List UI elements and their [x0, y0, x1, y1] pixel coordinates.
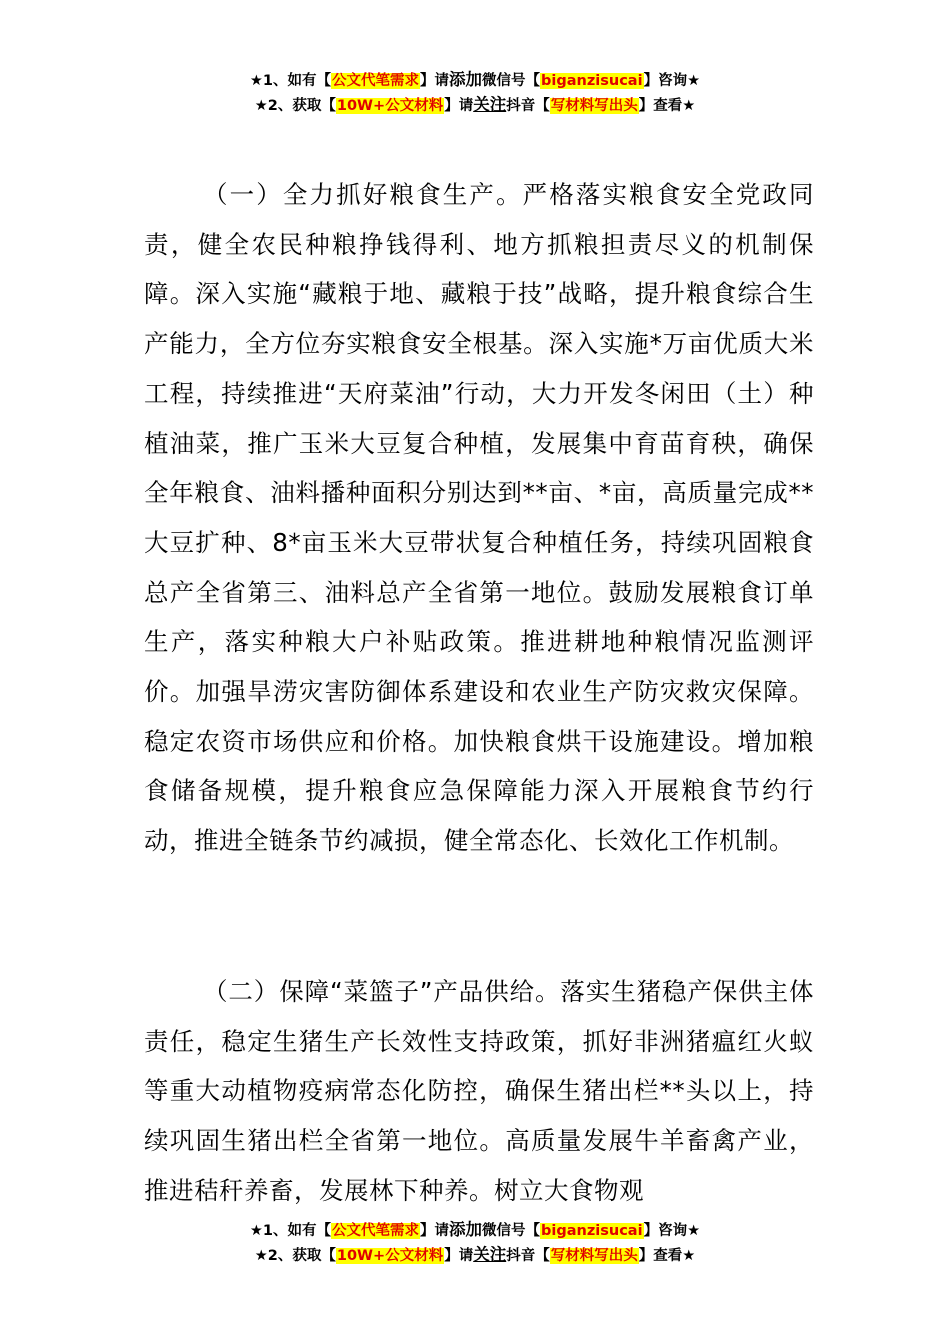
ad-text: 】查看★: [638, 98, 696, 114]
ad-text: 】查看★: [638, 1248, 696, 1264]
ad-text: 】请: [420, 1223, 450, 1239]
ad-emphasis: 添加: [449, 70, 483, 89]
ad-emphasis: 关注: [473, 95, 507, 114]
ad-text: 抖音【: [506, 1248, 550, 1264]
ad-wechat-id: biganzisucai: [541, 73, 643, 89]
body-paragraph-1: （一）全力抓好粮食生产。严格落实粮食安全党政同责，健全农民种粮挣钱得利、地方抓粮担责尽义的机制保障。深入实施“藏粮于地、藏粮于技”战略，提升粮食综合生产能力，全方位夯实粮食安全根基。深入实施*万亩优质大米工程，持续推进“天府菜油”行动，大力开发冬闲田（土）种植油菜，推广玉米大豆复合种植，发展集中育苗育秧，确保全年粮食、油料播种面积分别达到**亩、*亩，高质量完成**大豆扩种、8*亩玉米大豆带状复合种植任务，持续巩固粮食总产全省第三、油料总产全省第一地位。鼓励发展粮食订单生产，落实种粮大户补贴政策。推进耕地种粮情况监测评价。加强旱涝灾害防御体系建设和农业生产防灾救灾保障。稳定农资市场供应和价格。加快粮食烘干设施建设。增加粮食储备规模，提升粮食应急保障能力深入开展粮食节约行动，推进全链条节约减损，健全常态化、长效化工作机制。: [144, 180, 814, 856]
ad-line-2: [0, 93, 950, 118]
ad-highlight: 公文代笔需求: [332, 1223, 420, 1239]
ad-highlight: 10W+公文材料: [336, 1248, 444, 1264]
ad-highlight: 10W+公文材料: [336, 98, 444, 114]
ad-text: 抖音【: [506, 98, 550, 114]
ad-wechat-id: biganzisucai: [541, 1223, 643, 1239]
ad-text: 】请: [420, 73, 450, 89]
ad-text: 】请: [444, 98, 474, 114]
ad-emphasis: 关注: [473, 1245, 507, 1264]
ad-line-2: [0, 1243, 950, 1268]
ad-emphasis: 添加: [449, 1220, 483, 1239]
ad-douyin-id: 写材料写出头: [550, 98, 638, 114]
ad-highlight: 公文代笔需求: [332, 73, 420, 89]
ad-line-1: [0, 1218, 950, 1243]
ad-text: 微信号【: [482, 1223, 541, 1239]
ad-douyin-id: 写材料写出头: [550, 1248, 638, 1264]
ad-text: ★1、如有【: [249, 73, 332, 89]
ad-line-1: [0, 68, 950, 93]
ad-text: 】请: [444, 1248, 474, 1264]
ad-text: ★2、获取【: [254, 1248, 336, 1264]
body-paragraph-2: （二）保障“菜篮子”产品供给。落实生猪稳产保供主体责任，稳定生猪生产长效性支持政策，抓好非洲猪瘟红火蚁等重大动植物疫病常态化防控，确保生猪出栏**头以上，持续巩固生猪出栏全省第一地位。高质量发展牛羊畜禽产业，推进秸秆养畜，发展林下种养。树立大食物观: [144, 977, 814, 1205]
ad-text: 微信号【: [482, 73, 541, 89]
ad-text: ★1、如有【: [249, 1223, 332, 1239]
ad-text: 】咨询★: [643, 1223, 701, 1239]
ad-text: 】咨询★: [643, 73, 701, 89]
footer-ad-banner: [0, 1218, 950, 1268]
header-ad-banner: [0, 68, 950, 118]
ad-text: ★2、获取【: [254, 98, 336, 114]
